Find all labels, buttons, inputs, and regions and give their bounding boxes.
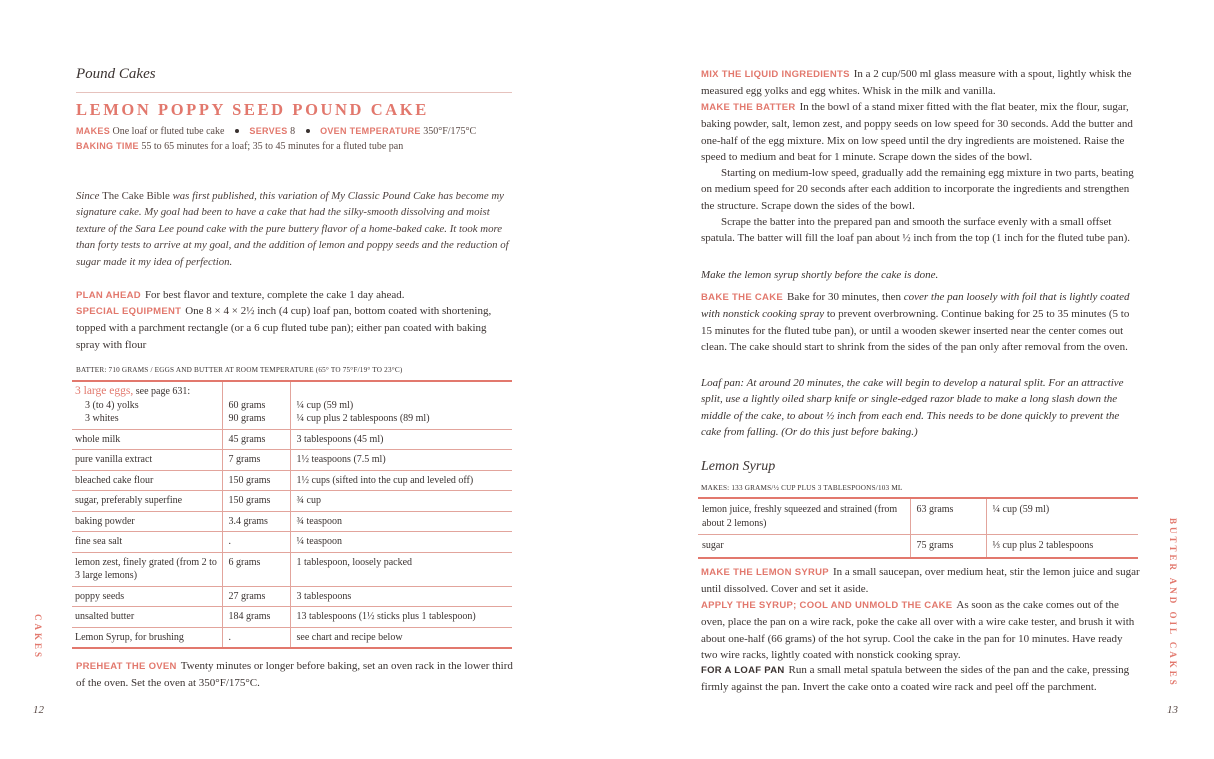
ingredient-cell: baking powder xyxy=(72,511,222,532)
special-equipment-text: One 8 × 4 × 2½ inch (4 cup) loaf pan, bottom coated with shortening, topped with a parchment rectangle (or a 6 cup fluted tube pan); either pan coated with baking spray with flour xyxy=(76,305,492,351)
intro-since: Since xyxy=(76,190,100,202)
egg-whites: 3 whites xyxy=(85,413,119,424)
volume-cell: ¼ cup (59 ml) xyxy=(986,499,1138,535)
grams-cell: 27 grams xyxy=(222,586,290,607)
make-batter-label: MAKE THE BATTER xyxy=(701,102,796,113)
egg-yolks-grams: 60 grams xyxy=(228,399,266,411)
loaf-pan-note: Loaf pan: At around 20 minutes, the cake will begin to develop a natural split. For an attractive split, use a lightly oiled sharp knife or single-edged razor blade to make a long slash down the middle of the cake, to about ½ inch from each end. This needs to be done quickly to prevent the cake from falling. (Or do this just before baking.) xyxy=(701,377,1124,439)
ingredient-cell: sugar xyxy=(698,535,910,558)
volume-cell: 1½ teaspoons (7.5 ml) xyxy=(290,450,512,471)
grams-cell: 6 grams xyxy=(222,552,290,586)
volume-cell: ¾ cup xyxy=(290,491,512,512)
ingredient-cell: Lemon Syrup, for brushing xyxy=(72,627,222,648)
volume-cell: ¾ teaspoon xyxy=(290,511,512,532)
bake-cake xyxy=(701,289,1141,356)
loaf-pan-label: FOR A LOAF PAN xyxy=(701,665,785,676)
eggs-heading: 3 large eggs, xyxy=(75,385,134,397)
lemon-syrup-title: Lemon Syrup xyxy=(701,459,776,474)
mix-liquid-label: MIX THE LIQUID INGREDIENTS xyxy=(701,69,850,80)
volume-cell: ⅓ cup plus 2 tablespoons xyxy=(986,535,1138,558)
plan-ahead-label: PLAN AHEAD xyxy=(76,290,141,301)
bake-cake-text: Bake for 30 minutes, then xyxy=(787,291,901,303)
table-row xyxy=(698,499,1138,535)
baking-time-value: 55 to 65 minutes for a loaf; 35 to 45 minutes for a fluted tube pan xyxy=(141,141,404,152)
egg-whites-volume: ¼ cup plus 2 tablespoons (89 ml) xyxy=(296,413,430,424)
syrup-makes-caption: MAKES: 133 GRAMS/½ CUP PLUS 3 TABLESPOONS/103 ML xyxy=(701,484,903,492)
apply-syrup xyxy=(701,597,1141,664)
batter-paragraph-3: Scrape the batter into the prepared pan and smooth the surface evenly with a small offset spatula. The batter will fill the loaf pan about ½ inch from the top (1 inch for the fluted tube pan). xyxy=(701,216,1130,245)
grams-cell: 150 grams xyxy=(222,491,290,512)
grams-cell: . xyxy=(222,627,290,648)
ingredient-cell: poppy seeds xyxy=(72,586,222,607)
ingredient-cell: unsalted butter xyxy=(72,607,222,628)
loaf-pan-text: Run a small metal spatula between the sides of the pan and the cake, pressing firmly against the pan. Invert the cake onto a coated wire rack and peel off the parchment. xyxy=(701,664,1130,694)
section-title: Pound Cakes xyxy=(76,66,156,82)
volume-cell: 3 tablespoons (45 ml) xyxy=(290,429,512,450)
egg-yolks-volume: ¼ cup (59 ml) xyxy=(296,399,354,411)
preheat-label: PREHEAT THE OVEN xyxy=(76,661,177,672)
recipe-title: LEMON POPPY SEED POUND CAKE xyxy=(76,100,429,119)
batter-paragraph-2: Starting on medium-low speed, gradually add the remaining egg mixture in two parts, beating on medium speed for 20 seconds after each addition to incorporate the ingredients and strengthen the structure. Scrape down the sides of the bowl. xyxy=(701,167,1134,212)
intro-text: was first published, this variation of My Classic Pound Cake has become my signature cake. My goal had been to have a cake that had the silky-smooth dissolving and moist texture of the Sara Lee pound cake with the pure buttery flavor of a home-baked cake. It took more than forty tests to arrive at my goal, and the addition of lemon and poppy seeds and the reduction of sugar made it my idea of perfection. xyxy=(76,190,509,268)
page-number: 12 xyxy=(33,704,44,716)
apply-syrup-label: APPLY THE SYRUP; COOL AND UNMOLD THE CAKE xyxy=(701,600,953,611)
table-row xyxy=(698,535,1138,558)
syrup-ingredients-table xyxy=(698,499,1138,559)
make-batter-text: In the bowl of a stand mixer fitted with the flat beater, mix the flour, sugar, baking powder, salt, lemon zest, and poppy seeds on low speed for 30 seconds. Add the butter and one-half of the egg mixture. Mix on low speed until the dry ingredients are moistened. Raise the speed to medium and beat for 1 minute. Scrape down the sides of the bowl. xyxy=(701,101,1133,164)
makes-value: One loaf or fluted tube cake xyxy=(112,126,225,137)
grams-cell: 45 grams xyxy=(222,429,290,450)
make-syrup-label: MAKE THE LEMON SYRUP xyxy=(701,567,829,578)
apply-syrup-text: As soon as the cake comes out of the oven, place the pan on a wire rack, poke the cake all over with a wire cake tester, and brush it with about one-half (66 grams) of the hot syrup. Cool the cake in the pan for 10 minutes. Have ready two wire racks, lightly coated with nonstick cooking spray. xyxy=(701,599,1135,662)
special-equipment-label: SPECIAL EQUIPMENT xyxy=(76,306,182,317)
mix-liquid-text: In a 2 cup/500 ml glass measure with a spout, lightly whisk the measured egg yolks and egg whites. Whisk in the milk and vanilla. xyxy=(701,68,1132,98)
egg-whites-grams: 90 grams xyxy=(228,413,266,424)
batter-table-caption: BATTER: 710 GRAMS / EGGS AND BUTTER AT ROOM TEMPERATURE (65° TO 75°F/19° TO 23°C) xyxy=(76,366,403,374)
ingredient-cell: lemon zest, finely grated (from 2 to 3 large lemons) xyxy=(72,552,222,586)
oven-temp-value: 350°F/175°C xyxy=(423,126,477,137)
ingredient-cell: fine sea salt xyxy=(72,532,222,553)
grams-cell: 184 grams xyxy=(222,607,290,628)
make-syrup-text: In a small saucepan, over medium heat, stir the lemon juice and sugar until dissolved. Cover and set it aside. xyxy=(701,566,1140,596)
oven-temp-label: OVEN TEMPERATURE xyxy=(320,126,421,136)
egg-yolks: 3 (to 4) yolks xyxy=(85,399,139,411)
ingredient-cell: lemon juice, freshly squeezed and strained (from about 2 lemons) xyxy=(698,499,910,535)
volume-cell: 13 tablespoons (1½ sticks plus 1 tablespoon) xyxy=(290,607,512,628)
for-loaf-pan xyxy=(701,662,1141,696)
volume-cell: 1½ cups (sifted into the cup and leveled off) xyxy=(290,470,512,491)
serves-value: 8 xyxy=(290,126,296,137)
bake-cake-label: BAKE THE CAKE xyxy=(701,292,784,303)
preheat-text: Twenty minutes or longer before baking, set an oven rack in the lower third of the oven. Set the oven at 350°F/175°C. xyxy=(76,660,513,690)
grams-cell: 75 grams xyxy=(910,535,986,558)
grams-cell: 150 grams xyxy=(222,470,290,491)
syrup-timing-note: Make the lemon syrup shortly before the cake is done. xyxy=(701,269,939,281)
volume-cell: 1 tablespoon, loosely packed xyxy=(290,552,512,586)
eggs-note: see page 631: xyxy=(135,386,191,397)
side-running-head: CAKES xyxy=(33,614,43,661)
plan-ahead-text: For best flavor and texture, complete the cake 1 day ahead. xyxy=(144,289,405,301)
page-number-right: 13 xyxy=(1167,704,1178,716)
side-running-head-right: BUTTER AND OIL CAKES xyxy=(1168,518,1178,688)
makes-label: MAKES xyxy=(76,126,111,136)
grams-cell: . xyxy=(222,532,290,553)
volume-cell: see chart and recipe below xyxy=(290,627,512,648)
make-lemon-syrup xyxy=(701,564,1141,598)
serves-label: SERVES xyxy=(249,126,288,136)
ingredient-cell: whole milk xyxy=(72,429,222,450)
grams-cell: 7 grams xyxy=(222,450,290,471)
bake-cake-italic: cover the pan loosely with foil that is lightly coated with nonstick cooking spray xyxy=(701,291,1130,321)
mix-liquid xyxy=(701,66,1141,100)
make-batter xyxy=(701,99,1141,166)
grams-cell: 3.4 grams xyxy=(222,511,290,532)
ingredient-cell: bleached cake flour xyxy=(72,470,222,491)
bake-cake-text-2: to prevent overbrowning. Continue baking for 25 to 35 minutes (5 to 15 minutes for the fluted tube pan), or until a wooden skewer inserted near the center comes out clean. The cake should start to shrink from the sides of the pan only after removal from the oven. xyxy=(701,308,1130,354)
grams-cell: 63 grams xyxy=(910,499,986,535)
intro-book-title: The Cake Bible xyxy=(102,190,170,202)
volume-cell: 3 tablespoons xyxy=(290,586,512,607)
ingredient-cell: pure vanilla extract xyxy=(72,450,222,471)
volume-cell: ¼ teaspoon xyxy=(290,532,512,553)
baking-time-label: BAKING TIME xyxy=(76,141,139,151)
ingredient-cell: sugar, preferably superfine xyxy=(72,491,222,512)
